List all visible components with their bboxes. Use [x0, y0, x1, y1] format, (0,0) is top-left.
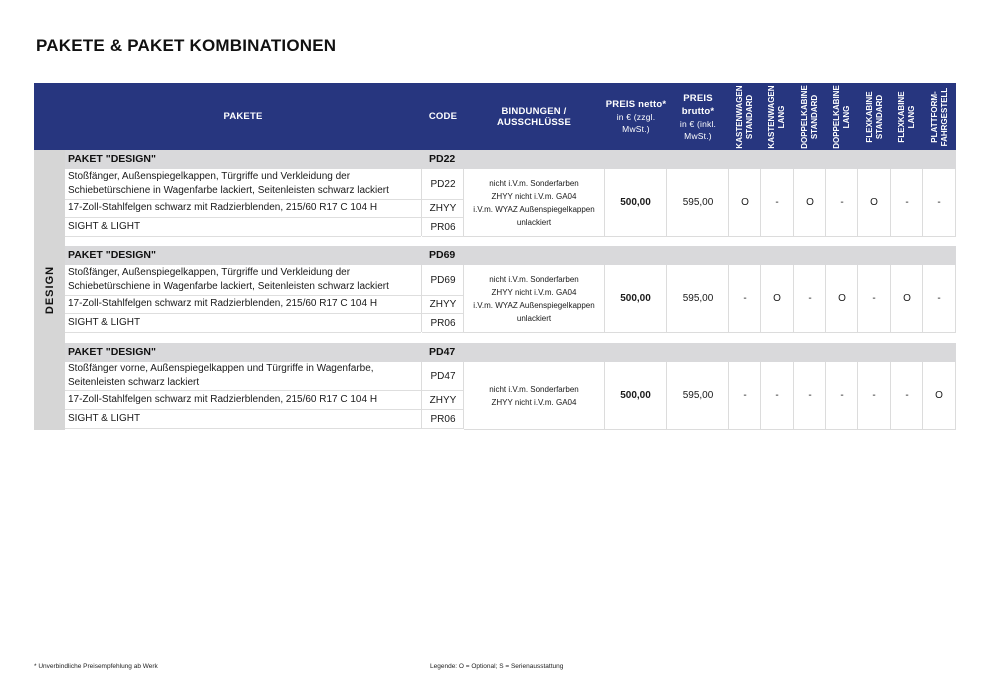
header-variant-7 — [923, 83, 956, 150]
header-variant-3-label: DOPPELKABINE STANDARD — [799, 84, 819, 149]
bindings-cell — [464, 362, 604, 429]
group-title: PAKET "DESIGN" — [68, 249, 156, 261]
row-code: PD69 — [422, 265, 464, 296]
binding-line: nicht i.V.m. Sonderfarben — [489, 274, 579, 284]
header-variant-1-label: KASTENWAGEN STANDARD — [735, 84, 754, 149]
table-row — [65, 314, 421, 333]
price-brutto: 595,00 — [682, 390, 714, 401]
row-text: SIGHT & LIGHT — [68, 412, 141, 424]
binding-line: i.V.m. WYAZ Außenspiegelkappen — [473, 204, 595, 214]
table-row — [65, 169, 421, 200]
variant-option: - — [937, 293, 941, 304]
group-header — [65, 150, 956, 169]
row-text: 17-Zoll-Stahlfelgen schwarz mit Radzierblenden, 215/60 R17 C 104 H — [68, 297, 378, 309]
row-code: PR06 — [422, 314, 464, 333]
row-code: PD22 — [422, 169, 464, 200]
variant-option: O — [741, 197, 749, 208]
group-title: PAKET "DESIGN" — [68, 153, 156, 165]
table-row — [65, 410, 421, 429]
variant-option: - — [775, 197, 779, 208]
header-variant-4 — [826, 83, 858, 150]
row-text: Stoßfänger, Außenspiegelkappen, Türgriffe und Verkleidung der Schiebetürschiene in Wagenfarbe lackiert, Seitenleisten schwarz lackiert — [68, 170, 389, 196]
price-brutto: 595,00 — [682, 197, 714, 208]
row-text: SIGHT & LIGHT — [68, 316, 141, 328]
row-code: PR06 — [422, 410, 464, 429]
variant-option: - — [937, 197, 941, 208]
header-preis-brutto — [667, 83, 729, 150]
header-bindungen: BINDUNGEN / AUSSCHLÜSSE — [497, 105, 571, 128]
variant-option: O — [935, 390, 943, 401]
variant-option: - — [872, 390, 876, 401]
binding-line: unlackiert — [516, 217, 552, 227]
variant-option: - — [840, 197, 844, 208]
bindings-cell — [464, 169, 604, 236]
variant-option: - — [808, 390, 812, 401]
price-netto: 500,00 — [620, 293, 651, 304]
variant-option: - — [905, 390, 909, 401]
section-label: DESIGN — [43, 265, 56, 315]
price-brutto: 595,00 — [682, 293, 714, 304]
group-code: PD69 — [429, 249, 456, 261]
group-code: PD47 — [429, 346, 456, 358]
row-text: SIGHT & LIGHT — [68, 220, 141, 232]
group-title: PAKET "DESIGN" — [68, 346, 156, 358]
table-row — [65, 295, 421, 314]
header-preis-netto-label: PREIS netto* — [605, 99, 667, 110]
table-row — [65, 265, 421, 296]
header-variant-6 — [891, 83, 923, 150]
binding-line: ZHYY nicht i.V.m. GA04 — [491, 397, 577, 407]
binding-line: ZHYY nicht i.V.m. GA04 — [491, 191, 577, 201]
variant-option: - — [905, 197, 909, 208]
header-variant-1 — [729, 83, 761, 150]
table-row — [65, 199, 421, 218]
row-code: ZHYY — [422, 199, 464, 218]
table-row — [65, 391, 421, 410]
variant-option: O — [806, 197, 814, 208]
footnote: * Unverbindliche Preisempfehlung ab Werk — [34, 663, 158, 670]
variant-option: O — [773, 293, 781, 304]
variant-option: O — [838, 293, 846, 304]
binding-line: unlackiert — [516, 313, 552, 323]
group-header — [65, 343, 956, 362]
price-netto: 500,00 — [620, 197, 651, 208]
variant-option: O — [870, 197, 878, 208]
binding-line: nicht i.V.m. Sonderfarben — [489, 384, 579, 394]
header-variant-5 — [858, 83, 891, 150]
row-text: 17-Zoll-Stahlfelgen schwarz mit Radzierblenden, 215/60 R17 C 104 H — [68, 393, 378, 405]
group-header — [65, 246, 956, 265]
header-preis-netto — [605, 83, 667, 150]
variant-option: - — [743, 293, 747, 304]
group-code: PD22 — [429, 153, 456, 165]
table-row — [65, 218, 421, 237]
row-text: Stoßfänger vorne, Außenspiegelkappen und Türgriffe in Wagenfarbe, Seitenleisten schwarz lackiert — [68, 362, 374, 388]
row-code: PD47 — [422, 362, 464, 391]
header-variant-6-label: FLEXKABINE LANG — [897, 90, 916, 143]
header-variant-3 — [793, 83, 826, 150]
binding-line: ZHYY nicht i.V.m. GA04 — [491, 287, 577, 297]
header-preis-netto-sub1: in € (zzgl. — [616, 112, 656, 122]
header-variant-5-label: FLEXKABINE STANDARD — [864, 90, 884, 143]
header-preis-netto-sub2: MwSt.) — [622, 124, 650, 134]
row-divider — [464, 332, 956, 333]
page-title: PAKETE & PAKET KOMBINATIONEN — [36, 36, 337, 55]
variant-option: - — [743, 390, 747, 401]
header-variant-7-label: PLATTFORM- FAHRGESTELL — [929, 87, 949, 146]
variant-option: - — [775, 390, 779, 401]
header-preis-brutto-label: PREIS brutto* — [681, 92, 715, 117]
variant-option: - — [840, 390, 844, 401]
row-code: PR06 — [422, 218, 464, 237]
row-code: ZHYY — [422, 295, 464, 314]
bindings-cell — [464, 265, 604, 332]
header-preis-brutto-sub1: in € (inkl. — [679, 118, 717, 129]
row-code: ZHYY — [422, 391, 464, 410]
header-variant-2 — [761, 83, 793, 150]
price-netto: 500,00 — [620, 390, 651, 401]
legend: Legende: O = Optional; S = Serienausstattung — [430, 663, 564, 670]
row-divider — [464, 429, 956, 430]
header-code: CODE — [428, 111, 458, 122]
row-divider — [464, 236, 956, 237]
variant-option: - — [808, 293, 812, 304]
binding-line: i.V.m. WYAZ Außenspiegelkappen — [473, 300, 595, 310]
header-variant-2-label: KASTENWAGEN LANG — [767, 84, 786, 149]
table-row — [65, 362, 421, 391]
header-preis-brutto-sub2: MwSt.) — [684, 130, 712, 141]
row-text: 17-Zoll-Stahlfelgen schwarz mit Radzierblenden, 215/60 R17 C 104 H — [68, 201, 378, 213]
binding-line: nicht i.V.m. Sonderfarben — [489, 178, 579, 188]
table-header — [34, 83, 956, 150]
variant-option: - — [872, 293, 876, 304]
header-pakete: PAKETE — [223, 111, 263, 122]
row-text: Stoßfänger, Außenspiegelkappen, Türgriffe und Verkleidung der Schiebetürschiene in Wagenfarbe lackiert, Seitenleisten schwarz lackiert — [68, 266, 389, 292]
header-variant-4-label: DOPPELKABINE LANG — [832, 84, 851, 149]
variant-option: O — [903, 293, 911, 304]
section-side-label — [34, 150, 65, 430]
